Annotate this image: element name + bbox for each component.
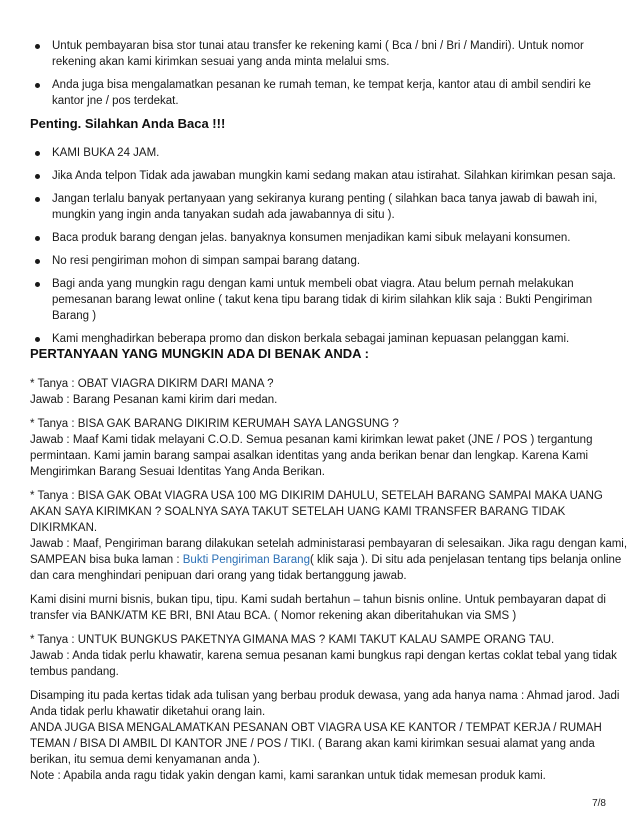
text-line: Bagi anda yang mungkin ragu dengan kami untuk membeli obat viagra. Atau belum pernah melakukan xyxy=(52,278,574,290)
answer-line: Jawab : Maaf Kami tidak melayani C.O.D. Semua pesanan kami kirimkan lewat paket (JNE / POS ) tergantung xyxy=(30,434,593,446)
question-line: * Tanya : OBAT VIAGRA DIKIRM DARI MANA ? xyxy=(30,378,274,390)
text-line: Barang ) xyxy=(52,310,97,322)
question-line: * Tanya : BISA GAK BARANG DIKIRIM KERUMAH SAYA LANGSUNG ? xyxy=(30,418,399,430)
text-line: Anda tidak perlu khawatir diketahui orang lain. xyxy=(30,706,266,718)
text-line: pemesanan barang lewat online ( takut kena tipu barang tidak di kirim silahkan klik saja : Bukti Pengiriman xyxy=(52,294,593,306)
payment-list xyxy=(0,38,638,116)
list-item xyxy=(0,191,638,223)
text-line: KAMI BUKA 24 JAM. xyxy=(52,147,160,159)
list-item xyxy=(0,168,638,184)
answer-line: Jawab : Anda tidak perlu khawatir, karena semua pesanan kami bungkus rapi dengan kertas coklat tebal yang tidak xyxy=(30,650,617,662)
text-span: SAMPEAN bisa buka laman : xyxy=(30,554,183,566)
list-item xyxy=(0,145,638,161)
answer-line: Jawab : Maaf, Pengiriman barang dilakukan setelah administarasi pembayaran di selesaikan. Jika ragu dengan kami, xyxy=(30,538,628,550)
qa-block xyxy=(30,376,610,408)
answer-line: Mengirimkan Barang Sesuai Identitas Yang Anda Berikan. xyxy=(30,466,325,478)
question-line: AKAN SAYA KIRIMKAN ? SOALNYA SAYA TAKUT SETELAH UANG KAMI TRANSFER BARANG TIDAK xyxy=(30,506,566,518)
list-item xyxy=(0,38,638,70)
question-line: * Tanya : BISA GAK OBAt VIAGRA USA 100 MG DIKIRIM DAHULU, SETELAH BARANG SAMPAI MAKA UANG xyxy=(30,490,603,502)
text-line: Anda juga bisa mengalamatkan pesanan ke rumah teman, ke tempat kerja, kantor atau di ambil sendiri ke xyxy=(52,79,591,91)
paragraph xyxy=(30,688,620,784)
text-line: Note : Apabila anda ragu tidak yakin dengan kami, kami sarankan untuk tidak memesan produk kami. xyxy=(30,770,546,782)
answer-line xyxy=(30,552,622,568)
heading-faq: PERTANYAAN YANG MUNGKIN ADA DI BENAK ANDA : xyxy=(30,346,369,361)
list-item xyxy=(0,77,638,109)
list-item xyxy=(0,230,638,246)
qa-block xyxy=(30,632,617,680)
text-span: ( klik saja ). Di situ ada penjelasan tentang tips belanja online xyxy=(309,554,622,566)
list-item xyxy=(0,253,638,269)
text-line: Jangan terlalu banyak pertanyaan yang sekiranya kurang penting ( silahkan baca tanya jawab di bawah ini, xyxy=(52,193,598,205)
page-number: 7/8 xyxy=(592,798,606,809)
text-line: Jika Anda telpon Tidak ada jawaban mungkin kami sedang makan atau istirahat. Silahkan kirimkan pesan saja. xyxy=(52,170,616,182)
text-line: Disamping itu pada kertas tidak ada tulisan yang berbau produk dewasa, yang ada hanya nama : Ahmad jarod. Jadi xyxy=(30,690,620,702)
text-line: Untuk pembayaran bisa stor tunai atau transfer ke rekening kami ( Bca / bni / Bri / Mandiri). Untuk nomor xyxy=(52,40,584,52)
text-line: rekening akan kami kirimkan sesuai yang anda minta melalui sms. xyxy=(52,56,390,68)
text-line: TEMAN / BISA DI AMBIL DI KANTOR JNE / POS / TIKI. ( Barang akan kami kirimkan sesuai alamat yang anda xyxy=(30,738,595,750)
text-line: berikan, itu semua demi kenyamanan anda ). xyxy=(30,754,261,766)
qa-block xyxy=(30,488,628,584)
answer-line: tembus pandang. xyxy=(30,666,119,678)
text-line: kantor jne / pos terdekat. xyxy=(52,95,179,107)
text-line: mungkin yang ingin anda tanyakan sudah ada jawabannya di situ ). xyxy=(52,209,395,221)
answer-line: dan cara menghindari penipuan dari orang yang tidak bertanggung jawab. xyxy=(30,570,407,582)
heading-important: Penting. Silahkan Anda Baca !!! xyxy=(30,116,226,131)
bukti-pengiriman-link[interactable]: Bukti Pengiriman Barang xyxy=(182,554,310,566)
question-line: * Tanya : UNTUK BUNGKUS PAKETNYA GIMANA MAS ? KAMI TAKUT KALAU SAMPE ORANG TAU. xyxy=(30,634,555,646)
question-line: DIKIRMKAN. xyxy=(30,522,98,534)
text-line: No resi pengiriman mohon di simpan sampai barang datang. xyxy=(52,255,361,267)
qa-block xyxy=(30,416,610,480)
paragraph xyxy=(30,592,610,624)
text-line: transfer via BANK/ATM KE BRI, BNI Atau BCA. ( Nomor rekening akan diberitahukan via SMS ) xyxy=(30,610,517,622)
text-line: ANDA JUGA BISA MENGALAMATKAN PESANAN OBT VIAGRA USA KE KANTOR / TEMPAT KERJA / RUMAH xyxy=(30,722,602,734)
important-list xyxy=(0,145,638,354)
text-line: Baca produk barang dengan jelas. banyaknya konsumen menjadikan kami sibuk melayani konsumen. xyxy=(52,232,571,244)
text-line: Kami disini murni bisnis, bukan tipu, tipu. Kami sudah bertahun – tahun bisnis online. Untuk pembayaran dapat di xyxy=(30,594,606,606)
list-item xyxy=(0,331,638,347)
list-item xyxy=(0,276,638,324)
text-line: Kami menghadirkan beberapa promo dan diskon berkala sebagai jaminan kepuasan pelanggan kami. xyxy=(52,333,570,345)
answer-line: permintaan. Kami jamin barang sampai asalkan identitas yang anda berikan benar dan lengkap. Karena Kami xyxy=(30,450,589,462)
answer-line: Jawab : Barang Pesanan kami kirim dari medan. xyxy=(30,394,278,406)
